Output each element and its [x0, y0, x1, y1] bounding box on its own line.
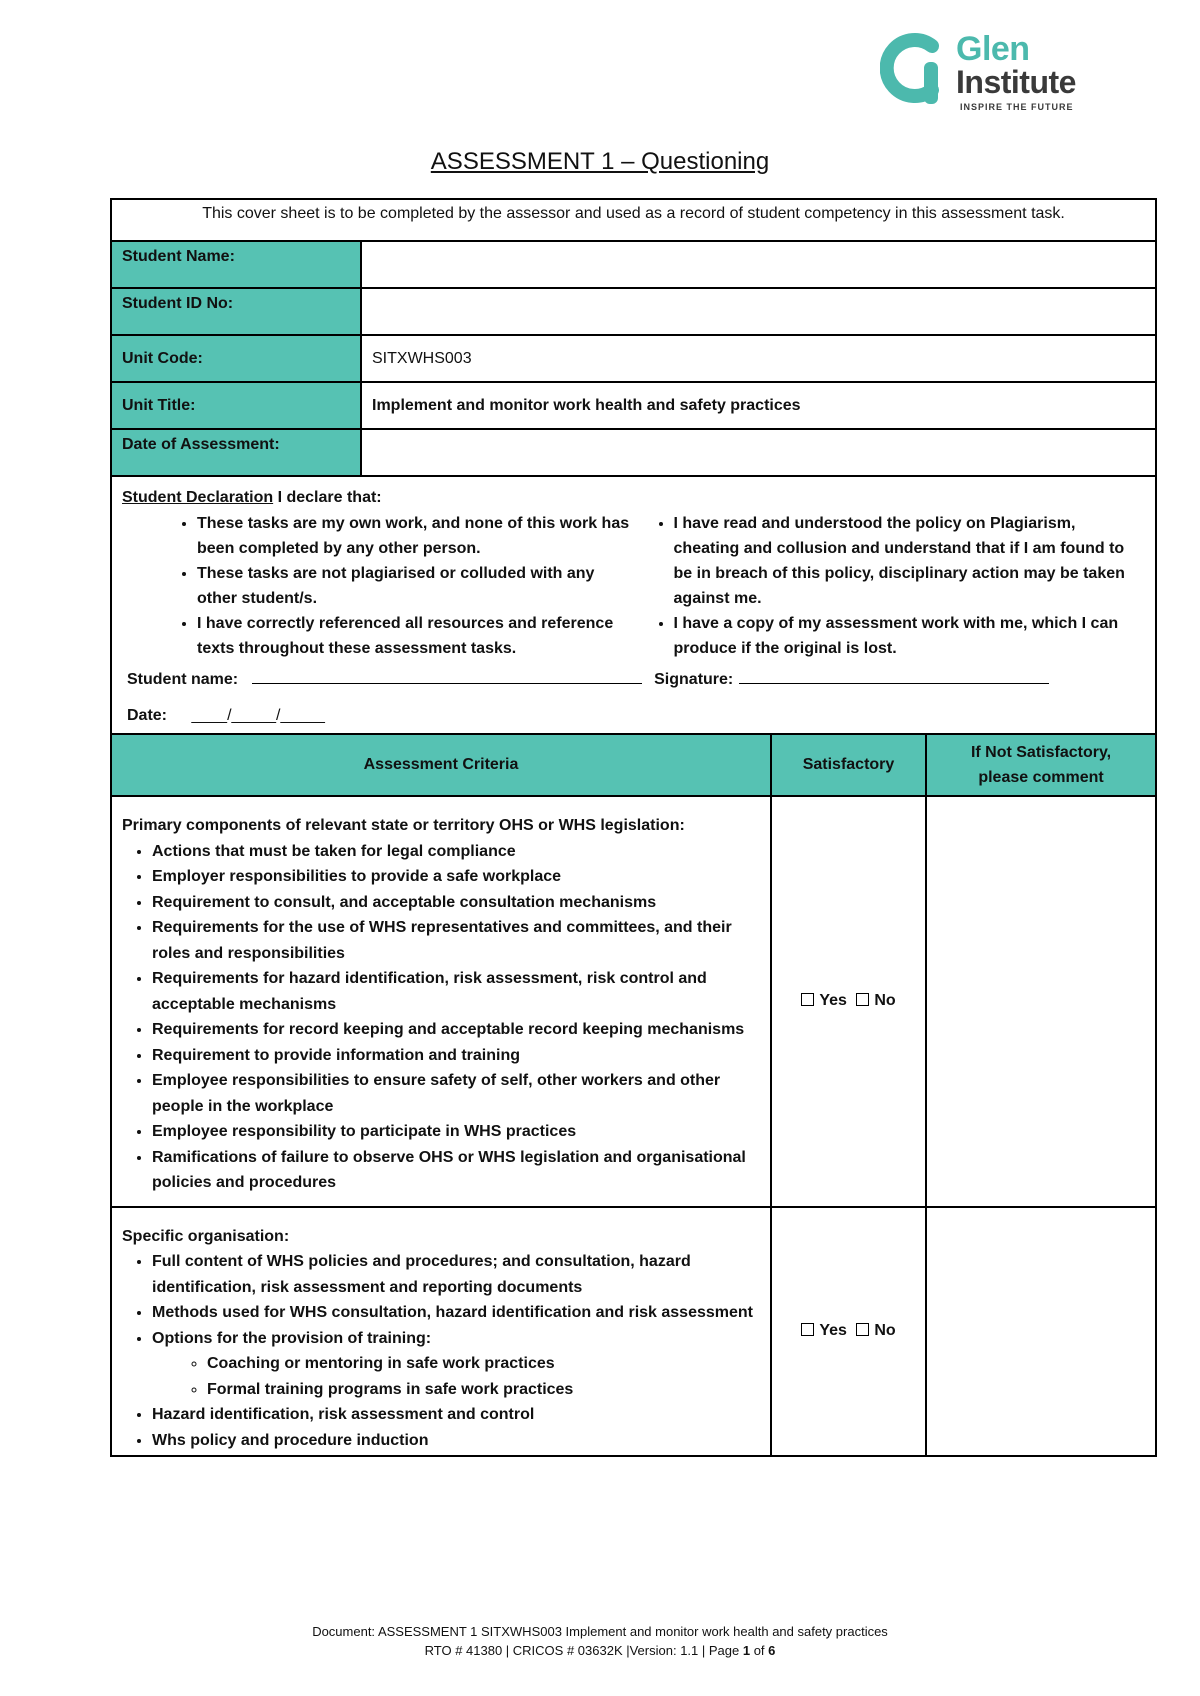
criteria-item: • Methods used for WHS consultation, hazard identification and risk assessment	[152, 1300, 760, 1326]
date-of-assessment-field[interactable]	[361, 429, 1156, 476]
criteria-intro: Primary components of relevant state or territory OHS or WHS legislation:	[122, 817, 685, 834]
declaration-item: • These tasks are not plagiarised or colluded with any other student/s.	[197, 561, 634, 611]
student-declaration	[111, 476, 1156, 734]
criteria-subitem: ◦ Coaching or mentoring in safe work practices	[207, 1351, 760, 1377]
decl-date-blank[interactable]: ____/_____/_____	[191, 707, 325, 724]
criteria-item: • Requirements for hazard identification, risk assessment, risk control and acceptable mechanisms	[152, 966, 760, 1017]
student-id-field[interactable]	[361, 288, 1156, 335]
criteria-block-legislation	[111, 796, 771, 1207]
criteria-item: • Requirement to provide information and training	[152, 1043, 760, 1069]
cover-sheet-table	[110, 198, 1157, 1457]
student-name-field[interactable]	[361, 241, 1156, 288]
criteria-item: • Employee responsibilities to ensure safety of self, other workers and other people in the workplace	[152, 1068, 760, 1119]
page-title: ASSESSMENT 1 – Questioning	[430, 148, 770, 175]
declaration-heading: Student Declaration I declare that:	[122, 489, 382, 506]
decl-student-name-label: Student name:	[127, 671, 239, 688]
criteria-item: • Options for the provision of training: ◦ Coaching or mentoring in safe work practices ◦ Formal training programs in safe work practices	[152, 1326, 760, 1403]
comment-field-1[interactable]	[926, 796, 1156, 1207]
criteria-item: • Requirements for record keeping and acceptable record keeping mechanisms	[152, 1017, 760, 1043]
page-total: 6	[768, 1643, 776, 1658]
criteria-item: • Hazard identification, risk assessment and control	[152, 1402, 760, 1428]
cover-note: This cover sheet is to be completed by the assessor and used as a record of student competency in this assessment task.	[111, 199, 1156, 241]
logo-line2: Institute	[956, 64, 1076, 100]
satisfactory-choice-1: Yes No	[771, 796, 926, 1207]
decl-date-label: Date:	[127, 707, 168, 724]
footer-document-line: Document: ASSESSMENT 1 SITXWHS003 Implement and monitor work health and safety practices	[312, 1624, 888, 1639]
criteria-item: • Actions that must be taken for legal compliance	[152, 839, 760, 865]
logo-mark-icon	[880, 32, 952, 112]
signature-label: Signature:	[654, 671, 734, 688]
page-number: 1	[742, 1643, 751, 1658]
criteria-item: • Employer responsibilities to provide a safe workplace	[152, 864, 760, 890]
criteria-item: • Full content of WHS policies and procedures; and consultation, hazard identification, risk assessment and reporting documents	[152, 1249, 760, 1300]
glen-institute-logo	[880, 30, 1090, 115]
no-checkbox[interactable]	[856, 993, 869, 1006]
unit-code-label: Unit Code:	[111, 335, 361, 382]
student-id-label: Student ID No:	[111, 288, 361, 335]
student-name-label: Student Name:	[111, 241, 361, 288]
date-of-assessment-label: Date of Assessment:	[111, 429, 361, 476]
logo-tagline: INSPIRE THE FUTURE	[960, 102, 1074, 112]
comment-field-2[interactable]	[926, 1207, 1156, 1457]
signature-line[interactable]	[739, 667, 1049, 684]
yes-checkbox[interactable]	[801, 993, 814, 1006]
declaration-item: • I have correctly referenced all resources and reference texts throughout these assessment tasks.	[197, 611, 634, 661]
yes-checkbox[interactable]	[801, 1323, 814, 1336]
unit-title-label: Unit Title:	[111, 382, 361, 429]
decl-student-name-line[interactable]	[252, 667, 642, 684]
logo-line1: Glen	[956, 30, 1030, 68]
criteria-item: • Whs policy and procedure induction	[152, 1428, 760, 1454]
unit-code-value: SITXWHS003	[361, 335, 1156, 382]
comment-header: If Not Satisfactory, please comment	[926, 734, 1156, 796]
unit-title-value: Implement and monitor work health and safety practices	[361, 382, 1156, 429]
criteria-block-organisation	[111, 1207, 771, 1457]
satisfactory-header: Satisfactory	[771, 734, 926, 796]
criteria-subitem: ◦ Formal training programs in safe work practices	[207, 1377, 760, 1403]
criteria-item: • Ramifications of failure to observe OHS or WHS legislation and organisational policies and procedures	[152, 1145, 760, 1196]
page-footer	[0, 1622, 1200, 1660]
declaration-item: • I have a copy of my assessment work with me, which I can produce if the original is lost.	[674, 611, 1146, 661]
declaration-item: • These tasks are my own work, and none of this work has been completed by any other person.	[197, 511, 634, 561]
no-checkbox[interactable]	[856, 1323, 869, 1336]
criteria-item: • Requirement to consult, and acceptable consultation mechanisms	[152, 890, 760, 916]
criteria-item: • Employee responsibility to participate in WHS practices	[152, 1119, 760, 1145]
footer-rto-line: RTO # 41380 | CRICOS # 03632K |Version: 1.1 | Page 1 of 6	[424, 1643, 776, 1658]
criteria-item: • Requirements for the use of WHS representatives and committees, and their roles and responsibilities	[152, 915, 760, 966]
criteria-intro: Specific organisation:	[122, 1227, 290, 1245]
satisfactory-choice-2: Yes No	[771, 1207, 926, 1457]
declaration-item: • I have read and understood the policy on Plagiarism, cheating and collusion and understand that if I am found to be in breach of this policy, disciplinary action may be taken against me.	[674, 511, 1146, 611]
criteria-header: Assessment Criteria	[111, 734, 771, 796]
